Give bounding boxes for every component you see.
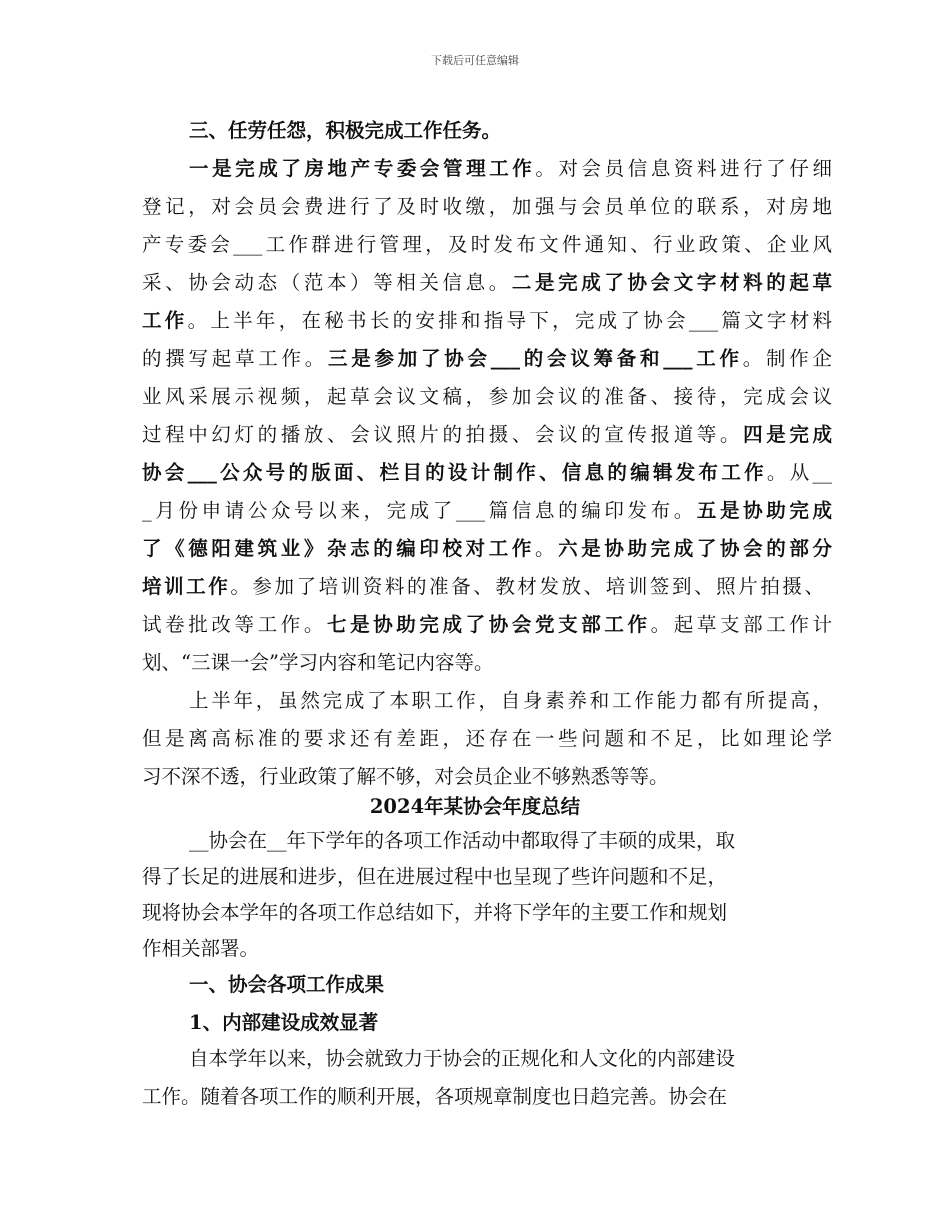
text-line	[142, 1004, 832, 1042]
bold-text: 工作	[142, 309, 188, 332]
text-span: 过程中幻灯的播放、会议照片的拍摄、会议的宣传报道等。	[142, 423, 744, 446]
text-line	[142, 454, 832, 492]
text-line	[142, 606, 832, 644]
text-span: 得了长足的进展和进步，但在进展过程中也呈现了些许问题和不足，	[142, 865, 728, 888]
text-line	[142, 378, 832, 416]
text-span: 。对会员信息资料进行了仔细	[535, 157, 832, 180]
text-line	[142, 1040, 832, 1078]
text-span: 工作。随着各项工作的顺利开展，各项规章制度也日趋完善。协会在	[142, 1085, 728, 1108]
text-line	[142, 264, 832, 302]
text-line	[142, 492, 832, 530]
bold-text: 七是协助完成了协会党支部工作	[326, 613, 651, 636]
text-span: 但是离高标准的要求还有差距，还存在一些问题和不足，比如理论学	[142, 727, 832, 750]
text-span: 。制作企	[742, 347, 832, 370]
text-span: 上半年，虽然完成了本职工作，自身素养和工作能力都有所提高，	[189, 689, 832, 712]
text-line	[142, 568, 824, 606]
text-span: 登记，对会员会费进行了及时收缴，加强与会员单位的联系，对房地	[142, 195, 832, 218]
bold-text: 二是完成了协会文字材料的起草	[511, 271, 832, 294]
bold-text: 三、任劳任怨，积极完成工作任务。	[189, 119, 502, 142]
bold-text: 了《德阳建筑业》杂志的编印校对工作	[142, 537, 536, 560]
text-span: 自本学年以来，协会就致力于协会的正规化和人文化的内部建设	[189, 1047, 736, 1070]
text-line	[142, 720, 832, 758]
text-line	[142, 188, 832, 226]
text-span: 。从__	[766, 461, 832, 484]
bold-text: 一是完成了房地产专委会管理工作	[189, 157, 536, 180]
text-line	[142, 530, 832, 568]
text-line	[142, 930, 832, 968]
text-span: _月份申请公众号以来，完成了___篇信息的编印发布。	[142, 499, 697, 522]
bold-text: 六是协助完成了协会的部分	[558, 537, 832, 560]
bold-text: 三是参加了协会___的会议筹备和___工作	[328, 347, 743, 370]
text-line	[142, 894, 832, 932]
bold-text: 培训工作	[142, 575, 231, 598]
text-line	[142, 340, 832, 378]
text-line	[142, 644, 832, 682]
text-line	[142, 682, 832, 720]
text-line	[142, 226, 832, 264]
text-span: __协会在__年下学年的各项工作活动中都取得了丰硕的成果，取	[189, 829, 736, 852]
text-span: 业风采展示视频，起草会议文稿，参加会议的准备、接待，完成会议	[142, 385, 832, 408]
bold-text: 四是完成	[743, 423, 832, 446]
text-span: 的撰写起草工作。	[142, 347, 328, 370]
text-span: 作相关部署。	[142, 937, 260, 960]
text-line	[142, 416, 832, 454]
text-line	[142, 302, 832, 340]
text-span: 。起草支部工作计	[650, 613, 832, 636]
bold-text: 一、协会各项工作成果	[189, 973, 385, 996]
bold-text: 1、内部建设成效显著	[189, 1011, 379, 1034]
text-line	[142, 1078, 832, 1116]
text-line	[142, 150, 832, 188]
text-line	[142, 966, 832, 1004]
text-span: 试卷批改等工作。	[142, 613, 327, 636]
text-span: 习不深不透，行业政策了解不够，对会员企业不够熟悉等等。	[142, 765, 669, 788]
text-span: 。	[535, 537, 559, 560]
bold-text: 五是协助完成	[696, 499, 832, 522]
text-line	[142, 822, 832, 860]
text-span: 采、协会动态（范本）等相关信息。	[142, 271, 512, 294]
text-line	[142, 858, 832, 896]
text-span: 。上半年，在秘书长的安排和指导下，完成了协会___篇文字材料	[187, 309, 832, 332]
text-span: 现将协会本学年的各项工作总结如下，并将下学年的主要工作和规划	[142, 901, 728, 924]
bold-text: 2024年某协会年度总结	[369, 795, 581, 818]
text-span: 划、“三课一会”学习内容和笔记内容等。	[142, 651, 494, 674]
page-header-note: 下载后可任意编辑	[431, 54, 519, 67]
text-span: 产专委会___工作群进行管理，及时发布文件通知、行业政策、企业风	[142, 233, 832, 256]
section-title	[0, 788, 950, 826]
bold-text: 协会___公众号的版面、栏目的设计制作、信息的编辑发布工作	[142, 461, 767, 484]
text-line	[142, 112, 832, 150]
text-span: 。参加了培训资料的准备、教材发放、培训签到、照片拍摄、	[230, 575, 824, 598]
